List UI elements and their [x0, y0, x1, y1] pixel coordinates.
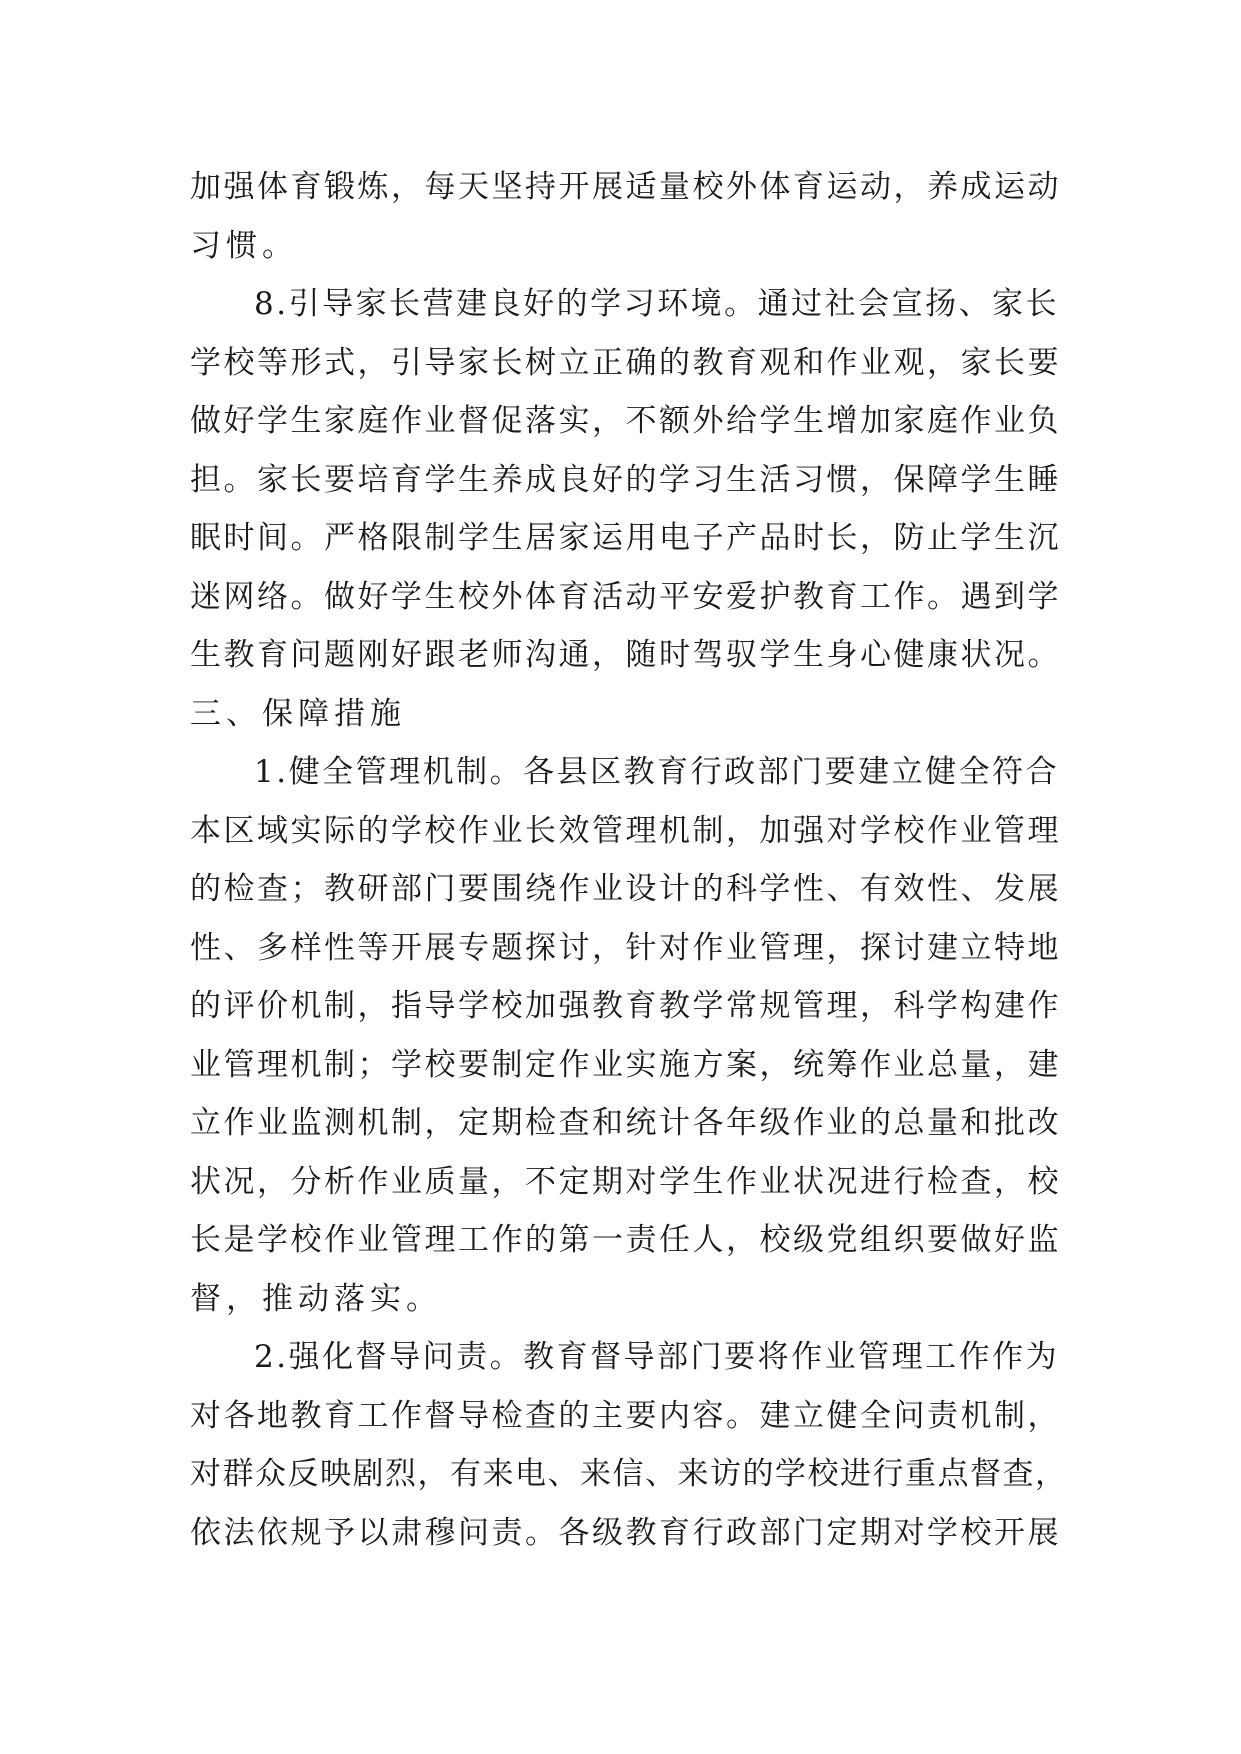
text-line: 学校等形式，引导家长树立正确的教育观和作业观，家长要: [190, 344, 1061, 381]
text-line: 的评价机制，指导学校加强教育教学常规管理，科学构建作: [190, 988, 1061, 1024]
text-line: 对群众反映剧烈，有来电、来信、来访的学校进行重点督查，: [190, 1456, 1068, 1492]
text-line: 加强体育锻炼，每天坚持开展适量校外体育运动，养成运动: [190, 169, 1061, 205]
text-line: 业管理机制；学校要制定作业实施方案，统筹作业总量，建: [190, 1046, 1061, 1083]
text-line: 立作业监测机制，定期检查和统计各年级作业的总量和批改: [190, 1105, 1061, 1141]
text-line: 的检查；教研部门要围绕作业设计的科学性、有效性、发展: [190, 871, 1061, 907]
text-line: 性、多样性等开展专题探讨，针对作业管理，探讨建立特地: [190, 929, 1061, 966]
document-body: [190, 158, 1070, 1562]
text-line: 做好学生家庭作业督促落实，不额外给学生增加家庭作业负: [190, 403, 1061, 439]
text-line: 长是学校作业管理工作的第一责任人，校级党组织要做好监: [190, 1222, 1061, 1258]
text-line: 督，推动落实。: [190, 1280, 442, 1317]
paragraph-heading-line: 1.健全管理机制。各县区教育行政部门要建立健全符合: [254, 754, 1060, 790]
text-line: 依法依规予以肃穆问责。各级教育行政部门定期对学校开展: [190, 1514, 1061, 1551]
text-line: 本区域实际的学校作业长效管理机制，加强对学校作业管理: [190, 812, 1061, 849]
text-line: 对各地教育工作督导检查的主要内容。建立健全问责机制，: [190, 1397, 1061, 1434]
text-line: 习惯。: [190, 227, 298, 264]
text-line: 眠时间。严格限制学生居家运用电子产品时长，防止学生沉: [190, 520, 1061, 556]
text-line: 状况，分析作业质量，不定期对学生作业状况进行检查，校: [190, 1163, 1061, 1200]
text-line: 生教育问题刚好跟老师沟通，随时驾驭学生身心健康状况。: [190, 637, 1061, 673]
paragraph-heading-line: 8.引导家长营建良好的学习环境。通过社会宣扬、家长: [254, 286, 1060, 322]
text-line: 迷网络。做好学生校外体育活动平安爱护教育工作。遇到学: [190, 578, 1061, 615]
text-line: 担。家长要培育学生养成良好的学习生活习惯，保障学生睡: [190, 461, 1061, 498]
section-heading: 三、保障措施: [190, 695, 406, 732]
paragraph-heading-line: 2.强化督导问责。教育督导部门要将作业管理工作作为: [254, 1339, 1060, 1375]
